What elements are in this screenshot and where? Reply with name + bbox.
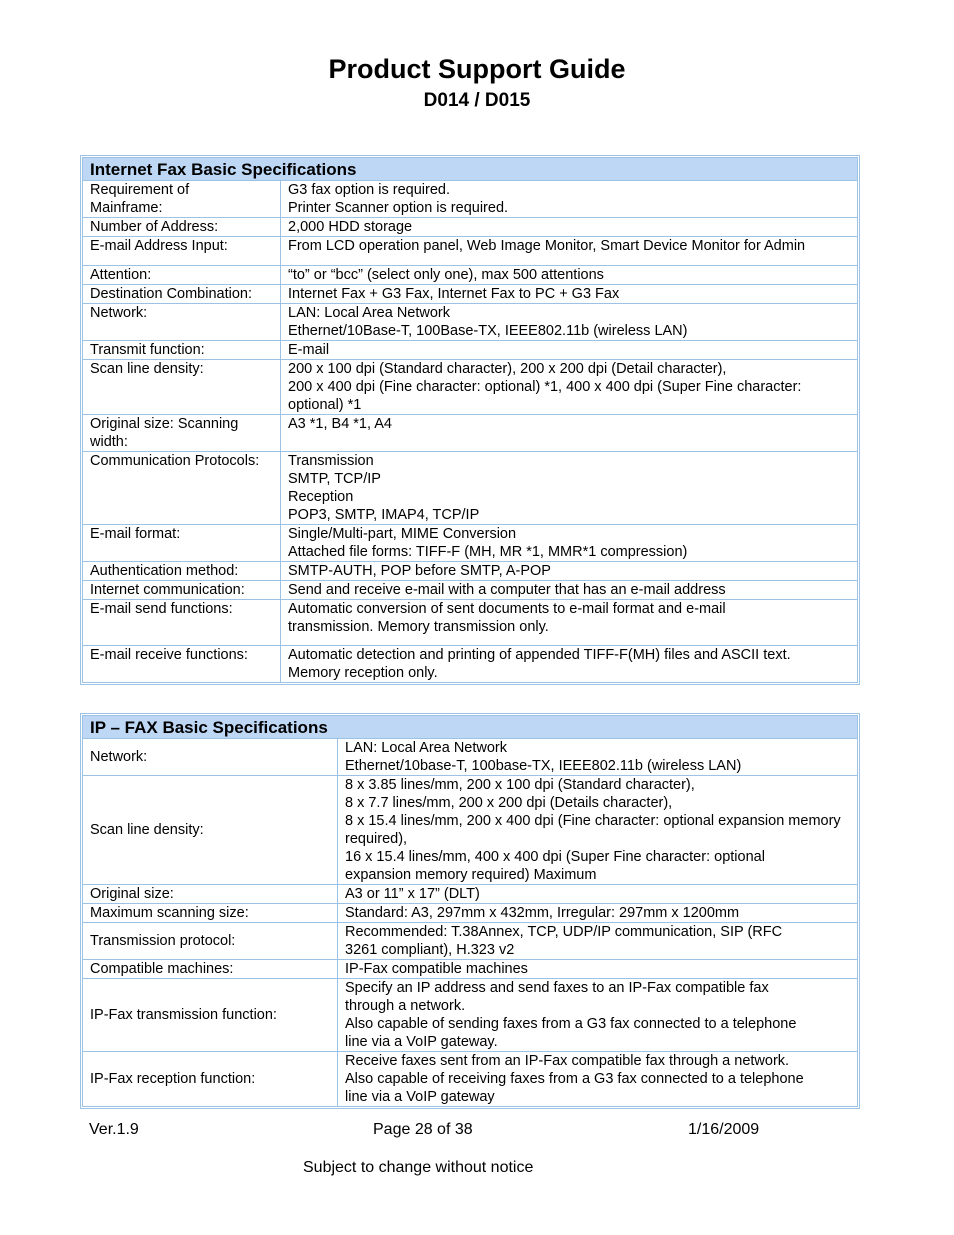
spec-value bbox=[338, 960, 858, 979]
spec-label bbox=[83, 646, 281, 683]
spec-value-line: line via a VoIP gateway bbox=[345, 1089, 495, 1105]
spec-label-line: Network: bbox=[90, 749, 148, 765]
spec-label-line: Original size: bbox=[90, 886, 174, 902]
spec-value-line: Specify an IP address and send faxes to an IP-Fax compatible fax bbox=[345, 980, 769, 996]
spec-label bbox=[83, 739, 338, 776]
spec-value-line: IP-Fax compatible machines bbox=[345, 961, 528, 977]
spec-value bbox=[281, 285, 858, 304]
spec-value-line: Standard: A3, 297mm x 432mm, Irregular: 297mm x 1200mm bbox=[345, 905, 740, 921]
spec-value bbox=[338, 1052, 858, 1107]
spec-label-line: E-mail Address Input: bbox=[90, 238, 228, 254]
internet-fax-row bbox=[83, 525, 858, 562]
spec-value bbox=[281, 646, 858, 683]
spec-value-line: LAN: Local Area Network bbox=[345, 740, 507, 756]
spec-label bbox=[83, 600, 281, 646]
page-title: Product Support Guide bbox=[328, 54, 626, 84]
spec-value bbox=[281, 304, 858, 341]
spec-value-line: Recommended: T.38Annex, TCP, UDP/IP communication, SIP (RFC bbox=[345, 924, 783, 940]
spec-value-line: Also capable of sending faxes from a G3 fax connected to a telephone bbox=[345, 1016, 797, 1032]
spec-label bbox=[83, 237, 281, 266]
internet-fax-row bbox=[83, 266, 858, 285]
spec-label-line: width: bbox=[90, 434, 128, 450]
spec-value bbox=[281, 181, 858, 218]
ip-fax-row bbox=[83, 776, 858, 885]
spec-value-line: optional) *1 bbox=[288, 397, 362, 413]
spec-value-line: line via a VoIP gateway. bbox=[345, 1034, 498, 1050]
internet-fax-row bbox=[83, 285, 858, 304]
ip-fax-row bbox=[83, 739, 858, 776]
spec-label bbox=[83, 304, 281, 341]
internet-fax-row bbox=[83, 181, 858, 218]
spec-value-line: POP3, SMTP, IMAP4, TCP/IP bbox=[288, 507, 480, 523]
spec-value-line: Automatic detection and printing of appended TIFF-F(MH) files and ASCII text. bbox=[288, 647, 791, 663]
spec-label bbox=[83, 341, 281, 360]
spec-label bbox=[83, 415, 281, 452]
spec-label bbox=[83, 923, 338, 960]
spec-label-line: Maximum scanning size: bbox=[90, 905, 249, 921]
ip-fax-spec-table bbox=[80, 713, 860, 1109]
spec-label-line: Transmission protocol: bbox=[90, 933, 236, 949]
internet-fax-row bbox=[83, 646, 858, 683]
spec-value-line: Reception bbox=[288, 489, 354, 505]
spec-label bbox=[83, 562, 281, 581]
spec-value-line: Single/Multi-part, MIME Conversion bbox=[288, 526, 517, 542]
internet-fax-row bbox=[83, 452, 858, 525]
spec-value bbox=[281, 266, 858, 285]
spec-value-line: Internet Fax + G3 Fax, Internet Fax to PC + G3 Fax bbox=[288, 286, 620, 302]
spec-value-line: through a network. bbox=[345, 998, 466, 1014]
spec-value-line: expansion memory required) Maximum bbox=[345, 867, 597, 883]
spec-value-line: Also capable of receiving faxes from a G3 fax connected to a telephone bbox=[345, 1071, 804, 1087]
spec-label bbox=[83, 266, 281, 285]
spec-value-line: E-mail bbox=[288, 342, 330, 358]
page-subtitle: D014 / D015 bbox=[423, 90, 531, 111]
spec-label-line: Authentication method: bbox=[90, 563, 239, 579]
spec-label-line: Internet communication: bbox=[90, 582, 245, 598]
ip-fax-row bbox=[83, 979, 858, 1052]
internet-fax-row bbox=[83, 581, 858, 600]
spec-value bbox=[338, 776, 858, 885]
spec-value-line: SMTP, TCP/IP bbox=[288, 471, 381, 487]
spec-value bbox=[281, 237, 858, 266]
spec-label-line: Compatible machines: bbox=[90, 961, 234, 977]
spec-value bbox=[338, 923, 858, 960]
spec-value-line: From LCD operation panel, Web Image Monitor, Smart Device Monitor for Admin bbox=[288, 238, 806, 254]
spec-value-line: 16 x 15.4 lines/mm, 400 x 400 dpi (Super Fine character: optional bbox=[345, 849, 765, 865]
spec-value-line: “to” or “bcc” (select only one), max 500 attentions bbox=[288, 267, 604, 283]
internet-fax-heading: Internet Fax Basic Specifications bbox=[83, 158, 858, 181]
spec-label bbox=[83, 525, 281, 562]
ip-fax-row bbox=[83, 904, 858, 923]
ip-fax-row bbox=[83, 1052, 858, 1107]
spec-value-line: 8 x 7.7 lines/mm, 200 x 200 dpi (Details character), bbox=[345, 795, 673, 811]
internet-fax-row bbox=[83, 304, 858, 341]
spec-label-line: E-mail receive functions: bbox=[90, 647, 248, 663]
spec-label bbox=[83, 452, 281, 525]
spec-label bbox=[83, 181, 281, 218]
internet-fax-row bbox=[83, 415, 858, 452]
spec-value bbox=[281, 218, 858, 237]
spec-value-line: 200 x 400 dpi (Fine character: optional) *1, 400 x 400 dpi (Super Fine character: bbox=[288, 379, 802, 395]
spec-value bbox=[281, 415, 858, 452]
spec-value-line: Memory reception only. bbox=[288, 665, 438, 681]
spec-value-line: transmission. Memory transmission only. bbox=[288, 619, 549, 635]
spec-value bbox=[281, 525, 858, 562]
spec-label bbox=[83, 885, 338, 904]
internet-fax-row bbox=[83, 341, 858, 360]
spec-label bbox=[83, 979, 338, 1052]
spec-label-line: Scan line density: bbox=[90, 361, 204, 377]
internet-fax-row bbox=[83, 360, 858, 415]
internet-fax-row bbox=[83, 600, 858, 646]
ip-fax-row bbox=[83, 885, 858, 904]
spec-value-line: Receive faxes sent from an IP-Fax compatible fax through a network. bbox=[345, 1053, 790, 1069]
spec-value bbox=[338, 904, 858, 923]
spec-label-line: E-mail send functions: bbox=[90, 601, 233, 617]
spec-value-line: Transmission bbox=[288, 453, 374, 469]
spec-label-line: Attention: bbox=[90, 267, 152, 283]
spec-value-line: Ethernet/10base-T, 100base-TX, IEEE802.11b (wireless LAN) bbox=[345, 758, 742, 774]
spec-label bbox=[83, 581, 281, 600]
spec-value-line: LAN: Local Area Network bbox=[288, 305, 450, 321]
spec-value-line: A3 *1, B4 *1, A4 bbox=[288, 416, 392, 432]
spec-value bbox=[281, 600, 858, 646]
spec-value-line: 200 x 100 dpi (Standard character), 200 x 200 dpi (Detail character), bbox=[288, 361, 727, 377]
spec-value-line: Send and receive e-mail with a computer that has an e-mail address bbox=[288, 582, 726, 598]
spec-label-line: Number of Address: bbox=[90, 219, 219, 235]
spec-value-line: A3 or 11” x 17” (DLT) bbox=[345, 886, 480, 902]
internet-fax-row bbox=[83, 562, 858, 581]
spec-label-line: E-mail format: bbox=[90, 526, 181, 542]
spec-value-line: Ethernet/10Base-T, 100Base-TX, IEEE802.11b (wireless LAN) bbox=[288, 323, 688, 339]
internet-fax-spec-table bbox=[80, 155, 860, 685]
footer-date: 1/16/2009 bbox=[688, 1121, 760, 1138]
spec-label-line: Mainframe: bbox=[90, 200, 163, 216]
ip-fax-heading: IP – FAX Basic Specifications bbox=[83, 716, 858, 739]
spec-label-line: IP-Fax transmission function: bbox=[90, 1007, 277, 1023]
spec-label-line: Original size: Scanning bbox=[90, 416, 239, 432]
footer-version: Ver.1.9 bbox=[89, 1121, 139, 1138]
ip-fax-row bbox=[83, 960, 858, 979]
spec-value-line: 2,000 HDD storage bbox=[288, 219, 413, 235]
spec-value-line: 8 x 3.85 lines/mm, 200 x 100 dpi (Standard character), bbox=[345, 777, 695, 793]
spec-label-line: Network: bbox=[90, 305, 148, 321]
footer-notice: Subject to change without notice bbox=[303, 1159, 534, 1176]
spec-value bbox=[281, 581, 858, 600]
spec-label-line: Destination Combination: bbox=[90, 286, 253, 302]
spec-value-line: Attached file forms: TIFF-F (MH, MR *1, MMR*1 compression) bbox=[288, 544, 688, 560]
internet-fax-row bbox=[83, 218, 858, 237]
spec-label-line: IP-Fax reception function: bbox=[90, 1071, 256, 1087]
spec-value bbox=[338, 979, 858, 1052]
spec-value bbox=[338, 885, 858, 904]
spec-value bbox=[281, 360, 858, 415]
spec-value bbox=[281, 452, 858, 525]
spec-value-line: 8 x 15.4 lines/mm, 200 x 400 dpi (Fine character: optional expansion memory required), bbox=[345, 813, 841, 847]
spec-label bbox=[83, 904, 338, 923]
spec-label bbox=[83, 285, 281, 304]
spec-value-line: SMTP-AUTH, POP before SMTP, A-POP bbox=[288, 563, 551, 579]
ip-fax-row bbox=[83, 923, 858, 960]
spec-value bbox=[281, 341, 858, 360]
spec-label bbox=[83, 1052, 338, 1107]
spec-label-line: Transmit function: bbox=[90, 342, 205, 358]
spec-label-line: Scan line density: bbox=[90, 822, 204, 838]
spec-label bbox=[83, 960, 338, 979]
spec-value-line: G3 fax option is required. bbox=[288, 182, 451, 198]
spec-value-line: 3261 compliant), H.323 v2 bbox=[345, 942, 515, 958]
spec-label bbox=[83, 360, 281, 415]
footer-page-number: Page 28 of 38 bbox=[373, 1121, 473, 1138]
spec-label-line: Communication Protocols: bbox=[90, 453, 260, 469]
internet-fax-row bbox=[83, 237, 858, 266]
spec-value-line: Automatic conversion of sent documents to e-mail format and e-mail bbox=[288, 601, 726, 617]
spec-label-line: Requirement of bbox=[90, 182, 190, 198]
spec-label bbox=[83, 218, 281, 237]
spec-value bbox=[281, 562, 858, 581]
spec-label bbox=[83, 776, 338, 885]
spec-value bbox=[338, 739, 858, 776]
spec-value-line: Printer Scanner option is required. bbox=[288, 200, 509, 216]
